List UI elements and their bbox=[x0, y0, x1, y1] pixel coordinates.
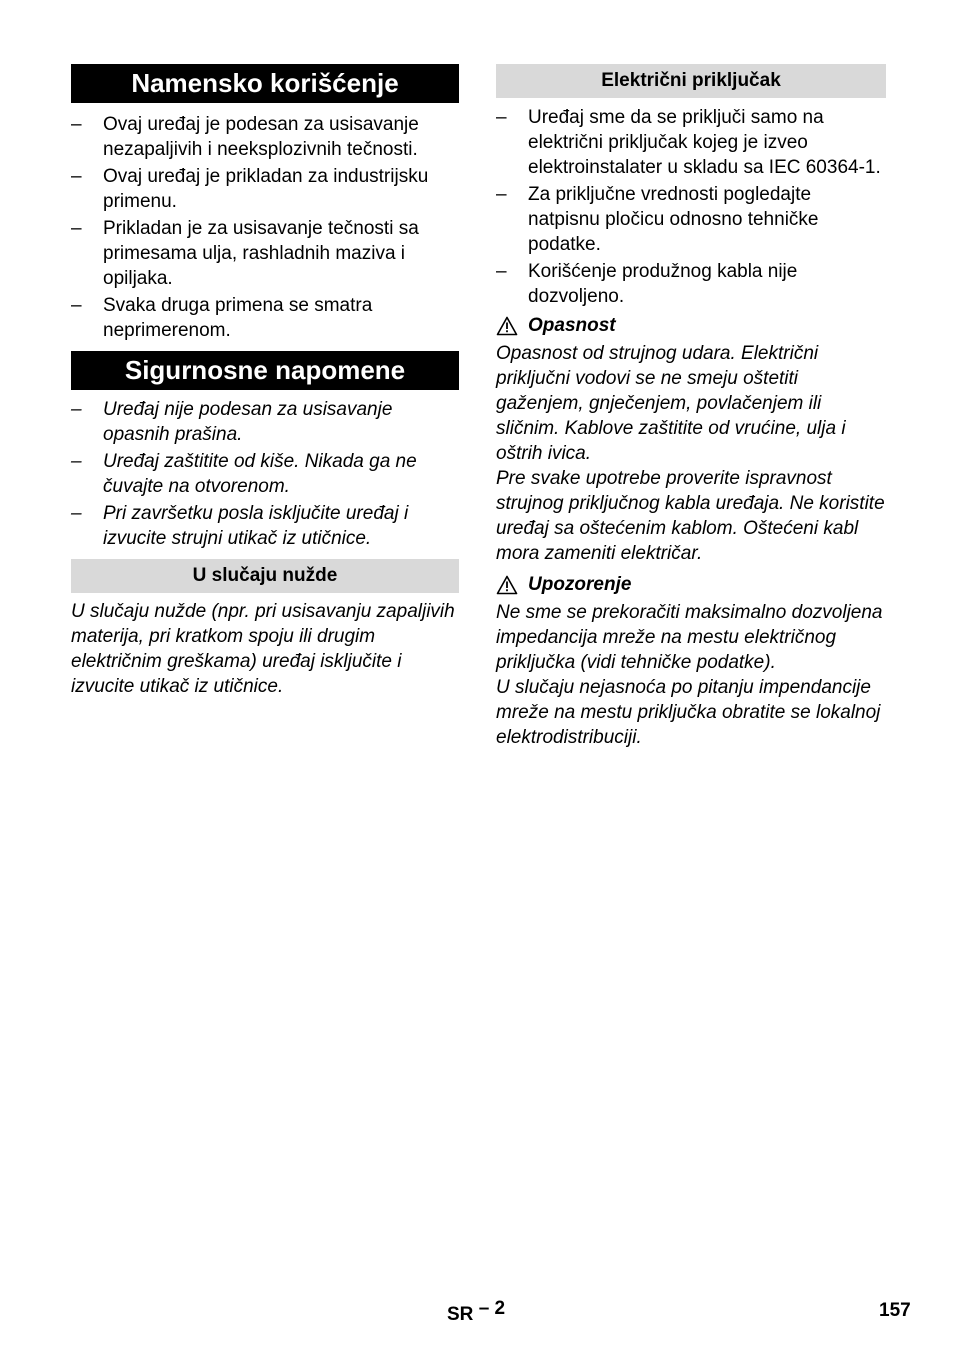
dash: – bbox=[71, 503, 82, 524]
list-item: – Pri završetku posla isključite uređaj i izvucite strujni utikač iz utičnice. bbox=[71, 503, 409, 549]
list-elektricni bbox=[496, 105, 886, 309]
warning-text-2: U slučaju nejasnoća po pitanju impendancije mreže na mestu priključka obratite se lokalnoj elektrodistribuciji. bbox=[496, 677, 881, 748]
footer-section-label bbox=[447, 1298, 506, 1325]
warning-triangle-icon bbox=[496, 575, 518, 595]
list-item: – Svaka druga primena se smatra neprimerenom. bbox=[71, 295, 373, 341]
heading-namensko: Namensko korišćenje bbox=[71, 64, 459, 103]
page-number: 157 bbox=[879, 1300, 911, 1321]
list-item: – Uređaj zaštitite od kiše. Nikada ga ne čuvajte na otvorenom. bbox=[71, 451, 417, 497]
list-sigurnosne bbox=[71, 397, 459, 551]
dash: – bbox=[496, 261, 507, 282]
dash: – bbox=[71, 399, 82, 420]
footer-section-page: 2 bbox=[494, 1298, 506, 1319]
danger-text-1: Opasnost od strujnog udara. Električni priključni vodovi se ne smeju oštetiti gaženjem, gnječenjem, povlačenjem ili sličnim. Kablove zaštitite od vrućine, ulja i oštrih ivica. bbox=[496, 343, 846, 464]
list-item: – Ovaj uređaj je podesan za usisavanje nezapaljivih i neeksplozivnih tečnosti. bbox=[71, 114, 419, 160]
dash: – bbox=[496, 184, 507, 205]
dash: – bbox=[71, 166, 82, 187]
list-item: – Uređaj nije podesan za usisavanje opasnih prašina. bbox=[71, 399, 393, 445]
heading-nuzda: U slučaju nužde bbox=[71, 559, 459, 593]
dash: – bbox=[71, 218, 82, 239]
right-column bbox=[496, 64, 886, 750]
footer-lang: SR bbox=[447, 1304, 474, 1325]
list-namensko bbox=[71, 112, 459, 343]
left-column bbox=[71, 64, 459, 699]
list-item: – Za priključne vrednosti pogledajte natpisnu pločicu odnosno tehničke podatke. bbox=[496, 184, 819, 255]
list-item: – Ovaj uređaj je prikladan za industrijsku primenu. bbox=[71, 166, 429, 212]
heading-sigurnosne: Sigurnosne napomene bbox=[71, 351, 459, 390]
dash: – bbox=[71, 114, 82, 135]
dash: – bbox=[71, 295, 82, 316]
dash: – bbox=[71, 451, 82, 472]
list-item: – Uređaj sme da se priključi samo na električni priključak kojeg je izveo elektroinstalater u skladu sa IEC 60364-1. bbox=[496, 107, 881, 178]
danger-heading bbox=[496, 313, 886, 338]
list-item: – Prikladan je za usisavanje tečnosti sa primesama ulja, rashladnih maziva i opiljaka. bbox=[71, 218, 419, 289]
warning-heading bbox=[496, 572, 886, 597]
nuzda-text: U slučaju nužde (npr. pri usisavanju zapaljivih materija, pri kratkom spoju ili drugim električnim greškama) uređaj isključite i izvucite utikač iz utičnice. bbox=[71, 601, 455, 697]
warning-label: Upozorenje bbox=[528, 574, 632, 595]
heading-elektricni: Električni priključak bbox=[496, 64, 886, 98]
footer-dash: – bbox=[478, 1298, 490, 1319]
warning-text-1: Ne sme se prekoračiti maksimalno dozvoljena impedancija mreže na mestu električnog priključka (vidi tehničke podatke). bbox=[496, 602, 883, 673]
danger-label: Opasnost bbox=[528, 315, 616, 336]
dash: – bbox=[496, 107, 507, 128]
list-item: – Korišćenje produžnog kabla nije dozvoljeno. bbox=[496, 261, 798, 307]
danger-text-2: Pre svake upotrebe proverite ispravnost strujnog priključnog kabla uređaja. Ne koristite uređaj sa oštećenim kablom. Oštećeni kabl mora zameniti električar. bbox=[496, 468, 885, 564]
warning-triangle-icon bbox=[496, 316, 518, 336]
